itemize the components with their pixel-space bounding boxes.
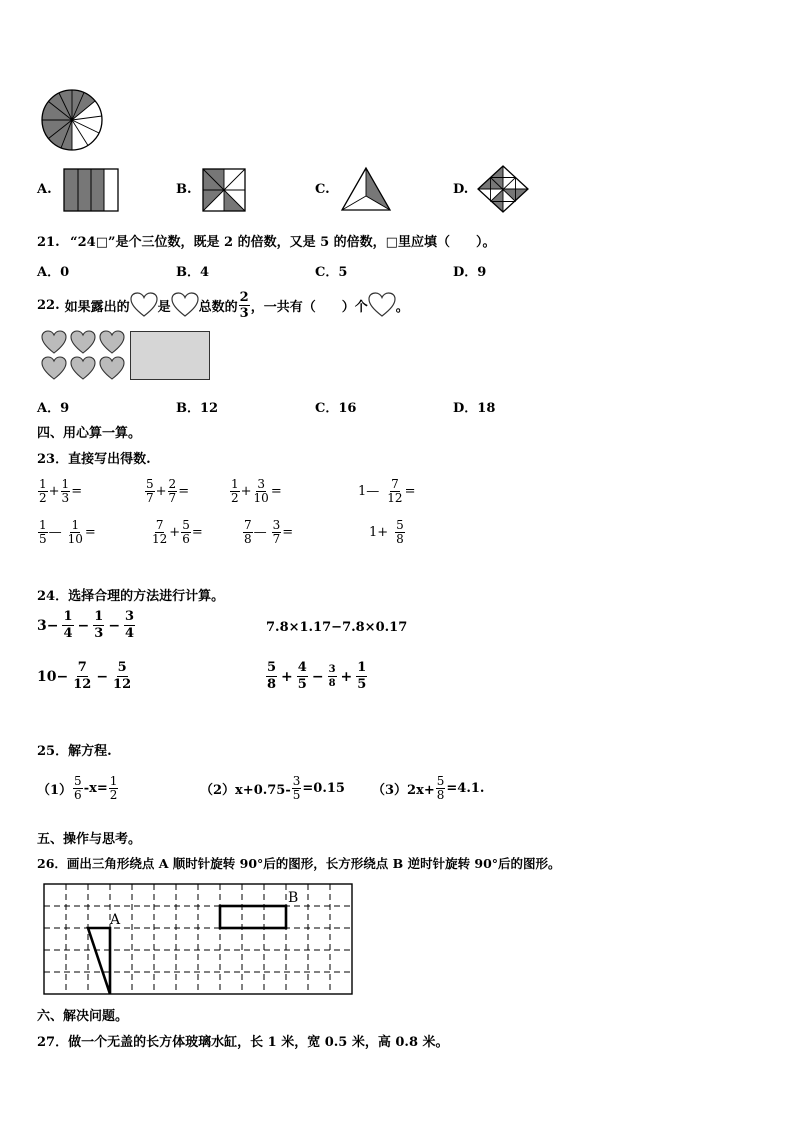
q21-number: 21. bbox=[37, 235, 60, 250]
q22-option-d[interactable]: D．18 bbox=[453, 401, 496, 416]
lead: 3− bbox=[37, 617, 59, 634]
numerator: 5 bbox=[146, 477, 154, 491]
numerator: 5 bbox=[396, 518, 404, 532]
numerator: 3 bbox=[328, 664, 336, 675]
q20-option-b-label: B. bbox=[176, 182, 192, 197]
denominator: 6 bbox=[182, 532, 190, 546]
heart-icon bbox=[100, 357, 124, 379]
q22-fraction bbox=[239, 290, 250, 321]
q23-title: 23．直接写出得数. bbox=[37, 452, 151, 467]
operator: + bbox=[240, 484, 252, 499]
rectangle-shape bbox=[220, 906, 286, 928]
operator: + bbox=[48, 484, 60, 499]
q23-expr-2 bbox=[144, 478, 189, 505]
numerator: 3 bbox=[257, 477, 265, 491]
circle-figure bbox=[40, 88, 104, 152]
denominator: 12 bbox=[73, 677, 92, 692]
q24-expr-1 bbox=[37, 609, 139, 642]
q20-option-a-label: A. bbox=[37, 182, 52, 197]
label: （2）x+0.75- bbox=[200, 783, 291, 798]
denominator: 7 bbox=[146, 491, 154, 505]
equals: = bbox=[270, 484, 282, 499]
denominator: 5 bbox=[292, 788, 301, 802]
q21-text: “24□”是个三位数，既是 2 的倍数，又是 5 的倍数，□里应填（ ）。 bbox=[70, 235, 496, 250]
section-4-title: 四、用心算一算。 bbox=[37, 426, 142, 441]
denominator: 8 bbox=[244, 532, 252, 546]
denominator: 2 bbox=[231, 491, 239, 505]
heart-icon bbox=[368, 292, 396, 318]
q25-equation-2 bbox=[200, 775, 345, 802]
q25-equation-3 bbox=[372, 775, 484, 802]
operator: — bbox=[48, 525, 62, 540]
denominator: 5 bbox=[357, 677, 367, 692]
q24-title: 24．选择合理的方法进行计算。 bbox=[37, 589, 225, 604]
q21-option-d[interactable]: D．9 bbox=[453, 265, 487, 280]
q22-text-1: 如果露出的 bbox=[64, 299, 130, 315]
numerator: 5 bbox=[74, 774, 82, 788]
heart-icon bbox=[130, 292, 158, 318]
numerator: 1 bbox=[357, 660, 367, 675]
denominator: 3 bbox=[94, 626, 104, 641]
numerator: 1 bbox=[231, 477, 239, 491]
operator: — bbox=[253, 525, 267, 540]
numerator: 3 bbox=[292, 774, 301, 788]
denominator: 10 bbox=[253, 491, 269, 505]
equals: = bbox=[282, 525, 294, 540]
q22-text-2: 是 bbox=[157, 299, 171, 315]
q21-question bbox=[37, 231, 495, 250]
numerator: 3 bbox=[125, 609, 135, 624]
heart-icon bbox=[71, 331, 95, 353]
denominator: 6 bbox=[74, 788, 82, 802]
denominator: 7 bbox=[168, 491, 177, 505]
q24-expr-3 bbox=[37, 660, 136, 693]
numerator: 5 bbox=[436, 774, 445, 788]
numerator: 1 bbox=[94, 609, 104, 624]
numerator: 1 bbox=[71, 518, 80, 532]
tail: =4.1. bbox=[446, 781, 485, 796]
q24-expr-4 bbox=[262, 660, 371, 693]
equals: = bbox=[178, 484, 190, 499]
operator: − bbox=[77, 617, 90, 634]
pie-diagram bbox=[40, 88, 104, 152]
heart-icon bbox=[171, 292, 199, 318]
label: （3）2x+ bbox=[372, 783, 435, 798]
operator: + bbox=[155, 484, 167, 499]
denominator: 8 bbox=[396, 532, 404, 546]
q22-fraction-denominator: 3 bbox=[239, 305, 249, 321]
equals: = bbox=[71, 484, 83, 499]
q25-title: 25．解方程. bbox=[37, 744, 112, 759]
q22-text-5: 。 bbox=[395, 299, 409, 315]
equals: = bbox=[404, 484, 416, 499]
denominator: 10 bbox=[67, 532, 83, 546]
numerator: 1 bbox=[109, 774, 118, 788]
q23-expr-6 bbox=[150, 519, 203, 546]
numerator: 2 bbox=[168, 477, 177, 491]
q23-expr-4 bbox=[358, 478, 415, 505]
q22-text-3: 总数的 bbox=[198, 299, 238, 315]
denominator: 12 bbox=[113, 677, 132, 692]
heart-icon bbox=[100, 331, 124, 353]
q23-expr-8 bbox=[369, 519, 406, 546]
numerator: 7 bbox=[155, 518, 164, 532]
operator: − bbox=[96, 668, 109, 685]
numerator: 1 bbox=[63, 609, 73, 624]
lead: 1— bbox=[358, 484, 380, 499]
point-a-label: A bbox=[110, 912, 121, 928]
tail: =0.15 bbox=[302, 781, 345, 796]
denominator: 8 bbox=[328, 678, 336, 689]
q20-option-c-figure[interactable] bbox=[340, 166, 392, 212]
q22-option-a[interactable]: A．9 bbox=[37, 401, 70, 416]
q20-option-b-figure[interactable] bbox=[202, 168, 246, 212]
q24-expr-2: 7.8×1.17−7.8×0.17 bbox=[266, 620, 408, 635]
denominator: 2 bbox=[39, 491, 47, 505]
heart-icon bbox=[42, 357, 66, 379]
denominator: 2 bbox=[109, 788, 118, 802]
heart-grid bbox=[40, 330, 128, 382]
heart-icon bbox=[71, 357, 95, 379]
q22-question bbox=[37, 288, 409, 322]
denominator: 7 bbox=[272, 532, 281, 546]
q20-option-d-label: D. bbox=[453, 182, 469, 197]
equals: = bbox=[84, 525, 96, 540]
numerator: 7 bbox=[391, 477, 399, 491]
denominator: 12 bbox=[152, 532, 168, 546]
lead: 1+ bbox=[369, 525, 389, 540]
point-b-label: B bbox=[288, 890, 299, 906]
q23-expr-5 bbox=[37, 519, 96, 546]
q20-option-a-figure[interactable] bbox=[63, 168, 119, 212]
q22-text-4: ，一共有（ ）个 bbox=[250, 299, 368, 315]
lead: 10− bbox=[37, 668, 69, 685]
denominator: 5 bbox=[39, 532, 47, 546]
equals: = bbox=[191, 525, 203, 540]
q22-option-b[interactable]: B．12 bbox=[176, 401, 219, 416]
q20-option-c-label: C. bbox=[315, 182, 330, 197]
numerator: 7 bbox=[244, 518, 252, 532]
covered-box bbox=[130, 331, 210, 380]
q21-option-b[interactable]: B．4 bbox=[176, 265, 210, 280]
denominator: 5 bbox=[297, 677, 307, 692]
denominator: 4 bbox=[125, 626, 135, 641]
operator: − bbox=[311, 668, 324, 685]
q22-fraction-numerator: 2 bbox=[239, 289, 249, 305]
rotation-grid[interactable] bbox=[42, 880, 358, 998]
middle: -x= bbox=[83, 781, 108, 796]
numerator: 5 bbox=[267, 660, 277, 675]
triangle-shape bbox=[88, 928, 110, 994]
numerator: 5 bbox=[182, 518, 190, 532]
numerator: 5 bbox=[117, 660, 127, 675]
denominator: 8 bbox=[267, 677, 277, 692]
operator: + bbox=[281, 668, 293, 685]
numerator: 7 bbox=[77, 660, 87, 675]
numerator: 4 bbox=[297, 660, 307, 675]
operator: + bbox=[340, 668, 353, 685]
denominator: 8 bbox=[436, 788, 445, 802]
numerator: 1 bbox=[61, 477, 70, 491]
q23-expr-7 bbox=[242, 519, 293, 546]
denominator: 12 bbox=[387, 491, 403, 505]
q22-number: 22. bbox=[37, 297, 60, 313]
q27-title: 27．做一个无盖的长方体玻璃水缸，长 1 米，宽 0.5 米，高 0.8 米。 bbox=[37, 1035, 449, 1050]
q20-option-d-figure[interactable] bbox=[476, 164, 530, 214]
numerator: 3 bbox=[272, 518, 281, 532]
q25-equation-1 bbox=[37, 775, 119, 802]
denominator: 3 bbox=[61, 491, 70, 505]
q23-expr-1 bbox=[37, 478, 82, 505]
q26-title: 26．画出三角形绕点 A 顺时针旋转 90°后的图形，长方形绕点 B 逆时针旋转 90°后的图形。 bbox=[37, 856, 561, 871]
q21-option-a[interactable]: A．0 bbox=[37, 265, 70, 280]
q22-option-c[interactable]: C．16 bbox=[315, 401, 357, 416]
operator: − bbox=[108, 617, 121, 634]
operator: + bbox=[169, 525, 181, 540]
q21-option-c[interactable]: C．5 bbox=[315, 265, 348, 280]
heart-icon bbox=[42, 331, 66, 353]
denominator: 4 bbox=[63, 626, 73, 641]
label: （1） bbox=[37, 783, 73, 798]
section-6-title: 六、解决问题。 bbox=[37, 1009, 129, 1024]
section-5-title: 五、操作与思考。 bbox=[37, 832, 142, 847]
numerator: 1 bbox=[39, 477, 47, 491]
q23-expr-3 bbox=[229, 478, 282, 505]
numerator: 1 bbox=[39, 518, 47, 532]
